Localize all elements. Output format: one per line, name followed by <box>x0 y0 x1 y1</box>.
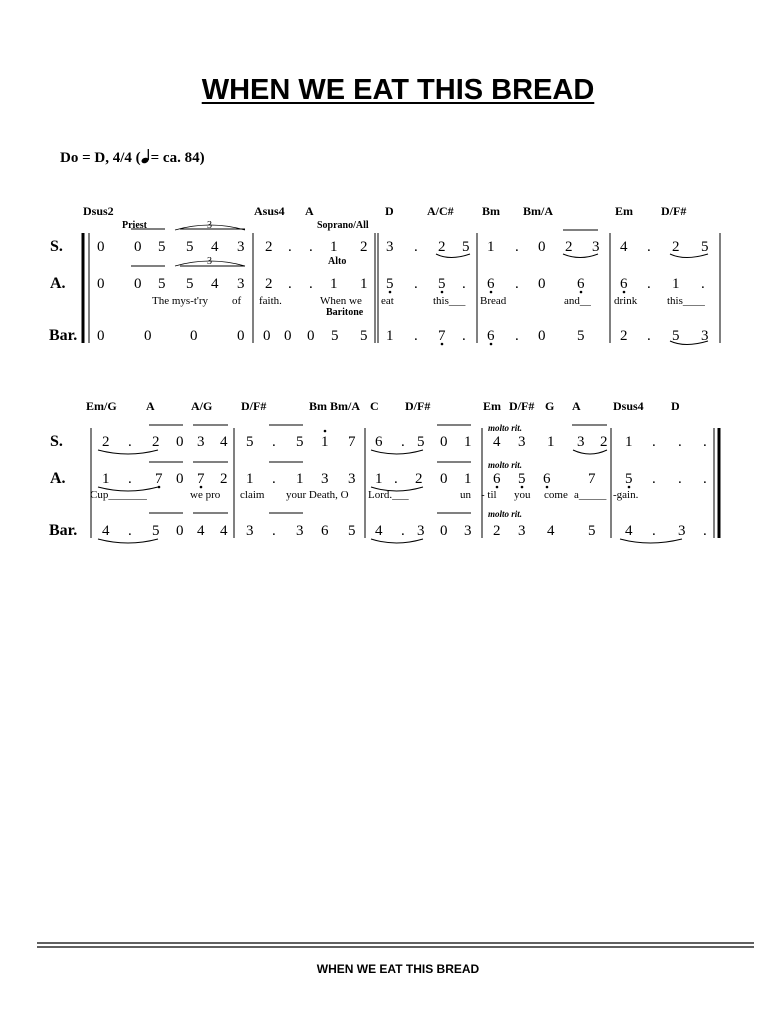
baritone-note: 0 <box>176 523 184 539</box>
system-1-soprano-notes <box>97 239 709 255</box>
alto-note: 2 <box>415 471 423 487</box>
baritone-note: . <box>647 328 651 344</box>
tempo-direction: molto rit. <box>488 423 523 433</box>
baritone-note: 5 <box>672 328 680 344</box>
alto-note: 0 <box>134 276 142 292</box>
soprano-note: . <box>515 239 519 255</box>
baritone-note: 3 <box>678 523 686 539</box>
soprano-note: 5 <box>246 434 254 450</box>
soprano-note: 2 <box>565 239 573 255</box>
system-1-baritone-notes <box>97 328 709 344</box>
chord-symbol: G <box>545 399 555 413</box>
song-title-text: WHEN WE EAT THIS BREAD <box>201 74 595 106</box>
alto-note: . <box>394 471 398 487</box>
baritone-note: 0 <box>144 328 152 344</box>
alto-note: 5 <box>386 276 394 292</box>
alto-note: 1 <box>360 276 368 292</box>
alto-note: 0 <box>97 276 105 292</box>
baritone-note: 2 <box>493 523 501 539</box>
chord-symbol: Bm <box>482 204 500 218</box>
part-label: Priest <box>122 220 147 231</box>
part-label-soprano: S. <box>50 238 63 255</box>
chord-symbol: A <box>305 204 314 218</box>
baritone-note: 0 <box>190 328 198 344</box>
soprano-note: 5 <box>701 239 709 255</box>
baritone-note: 5 <box>360 328 368 344</box>
alto-note: . <box>288 276 292 292</box>
soprano-note: 5 <box>158 239 166 255</box>
baritone-note: 0 <box>284 328 292 344</box>
baritone-note: 6 <box>487 328 495 344</box>
lyric: and__ <box>564 295 591 307</box>
alto-note: 7 <box>155 471 163 487</box>
alto-note: 1 <box>672 276 680 292</box>
alto-note: 5 <box>158 276 166 292</box>
alto-note: 4 <box>211 276 219 292</box>
soprano-note: . <box>128 434 132 450</box>
soprano-note: . <box>703 434 707 450</box>
lyric: of <box>232 295 242 307</box>
footer-title: WHEN WE EAT THIS BREAD <box>316 962 480 976</box>
system-2-lyrics <box>90 489 639 501</box>
chord-symbol: D/F# <box>509 399 535 413</box>
alto-note: 2 <box>265 276 273 292</box>
baritone-note: 6 <box>321 523 329 539</box>
alto-note: . <box>414 276 418 292</box>
baritone-note: . <box>703 523 707 539</box>
lyric: this____ <box>667 295 705 307</box>
alto-note: 6 <box>493 471 501 487</box>
chord-symbol: Bm/A <box>523 204 553 218</box>
alto-note: 6 <box>543 471 551 487</box>
tempo-direction: molto rit. <box>488 460 523 470</box>
soprano-note: . <box>309 239 313 255</box>
baritone-note: 5 <box>577 328 585 344</box>
soprano-note: 1 <box>321 434 329 450</box>
alto-note: . <box>309 276 313 292</box>
soprano-note: 4 <box>211 239 219 255</box>
lyric: Cup_______ <box>90 489 147 501</box>
lyric: Lord.___ <box>368 489 409 501</box>
chord-symbol: A <box>572 399 581 413</box>
lyric: The mys-t'ry <box>152 295 209 307</box>
alto-note: 0 <box>440 471 448 487</box>
baritone-note: 0 <box>440 523 448 539</box>
part-label: Baritone <box>326 307 364 318</box>
soprano-note: 0 <box>176 434 184 450</box>
system-1-lyrics <box>152 295 705 307</box>
soprano-note: 2 <box>600 434 608 450</box>
chord-symbol: Bm Bm/A <box>309 399 360 413</box>
baritone-note: . <box>414 328 418 344</box>
baritone-note: . <box>462 328 466 344</box>
alto-note: 3 <box>321 471 329 487</box>
alto-note: . <box>678 471 682 487</box>
soprano-note: 1 <box>487 239 495 255</box>
baritone-note: . <box>128 523 132 539</box>
soprano-note: 2 <box>102 434 110 450</box>
alto-note: 1 <box>464 471 472 487</box>
soprano-note: 3 <box>197 434 205 450</box>
alto-note: . <box>701 276 705 292</box>
soprano-note: 0 <box>440 434 448 450</box>
baritone-note: 3 <box>701 328 709 344</box>
soprano-note: 1 <box>625 434 633 450</box>
soprano-note: 4 <box>220 434 228 450</box>
chord-symbol: D <box>385 204 394 218</box>
system-2-chords <box>86 399 680 413</box>
soprano-note: 1 <box>330 239 338 255</box>
soprano-note: . <box>414 239 418 255</box>
baritone-note: 3 <box>246 523 254 539</box>
soprano-note: 0 <box>538 239 546 255</box>
lyric: we pro <box>190 489 221 501</box>
alto-note: 0 <box>538 276 546 292</box>
system-2-alto-notes <box>102 471 707 487</box>
soprano-note: 5 <box>186 239 194 255</box>
soprano-note: . <box>401 434 405 450</box>
score-system-2 <box>0 390 768 550</box>
chord-symbol: D/F# <box>241 399 267 413</box>
baritone-note: . <box>515 328 519 344</box>
baritone-note: 0 <box>307 328 315 344</box>
alto-note: 2 <box>220 471 228 487</box>
alto-note: 5 <box>186 276 194 292</box>
lyric: you <box>514 489 531 501</box>
alto-note: . <box>515 276 519 292</box>
system-2-baritone-notes <box>102 523 707 539</box>
part-label-alto: A. <box>50 275 66 292</box>
tempo-speed: = ca. 84) <box>150 150 205 166</box>
tempo-direction: molto rit. <box>488 509 523 519</box>
alto-note: 6 <box>487 276 495 292</box>
soprano-note: 0 <box>134 239 142 255</box>
baritone-note: 0 <box>237 328 245 344</box>
soprano-note: . <box>678 434 682 450</box>
lyric: this___ <box>433 295 466 307</box>
alto-note: 0 <box>176 471 184 487</box>
lyric: When we <box>320 295 362 307</box>
soprano-note: . <box>647 239 651 255</box>
alto-note: 7 <box>588 471 596 487</box>
alto-note: 3 <box>237 276 245 292</box>
soprano-note: 3 <box>577 434 585 450</box>
soprano-note: 4 <box>493 434 501 450</box>
alto-note: 6 <box>620 276 628 292</box>
soprano-note: 5 <box>296 434 304 450</box>
baritone-note: 1 <box>386 328 394 344</box>
alto-note: . <box>128 471 132 487</box>
lyric: Bread <box>480 295 507 307</box>
tempo-key-meter: Do = D, 4/4 ( <box>60 150 141 166</box>
alto-note: 7 <box>197 471 205 487</box>
soprano-note: 4 <box>620 239 628 255</box>
lyric: a_____ <box>574 489 607 501</box>
soprano-note: 2 <box>672 239 680 255</box>
baritone-note: 3 <box>296 523 304 539</box>
chord-symbol: Dsus2 <box>83 204 114 218</box>
triplet-number: 3 <box>207 256 212 267</box>
baritone-note: 4 <box>197 523 205 539</box>
baritone-note: 4 <box>625 523 633 539</box>
soprano-note: 7 <box>348 434 356 450</box>
baritone-note: 0 <box>263 328 271 344</box>
lyric: claim <box>240 489 265 501</box>
chord-symbol: D/F# <box>405 399 431 413</box>
lyric: faith. <box>259 295 282 307</box>
baritone-note: 5 <box>152 523 160 539</box>
part-label-baritone: Bar. <box>49 327 78 344</box>
chord-symbol: D/F# <box>661 204 687 218</box>
soprano-note: 3 <box>518 434 526 450</box>
system-1-chords <box>83 204 686 218</box>
soprano-note: 2 <box>360 239 368 255</box>
chord-symbol: Em <box>615 204 633 218</box>
baritone-note: 4 <box>547 523 555 539</box>
soprano-note: 1 <box>464 434 472 450</box>
alto-note: 5 <box>625 471 633 487</box>
alto-note: . <box>652 471 656 487</box>
baritone-note: . <box>652 523 656 539</box>
lyric: eat <box>381 295 394 307</box>
system-2-soprano-notes <box>102 434 707 450</box>
lyric: un <box>460 489 471 501</box>
alto-note: 3 <box>348 471 356 487</box>
alto-note: 5 <box>518 471 526 487</box>
triplet-number: 3 <box>207 220 212 231</box>
chord-symbol: Dsus4 <box>613 399 644 413</box>
lyric: -gain. <box>613 489 639 501</box>
soprano-note: . <box>652 434 656 450</box>
baritone-note: 4 <box>375 523 383 539</box>
chord-symbol: Em/G <box>86 399 117 413</box>
lyric: - til <box>481 489 497 501</box>
soprano-note: 6 <box>375 434 383 450</box>
baritone-note: 0 <box>538 328 546 344</box>
baritone-note: 0 <box>97 328 105 344</box>
baritone-note: 3 <box>518 523 526 539</box>
part-label: Alto <box>328 256 347 267</box>
part-label: Soprano/All <box>317 220 369 231</box>
alto-note: . <box>462 276 466 292</box>
alto-note: 1 <box>330 276 338 292</box>
alto-note: 5 <box>438 276 446 292</box>
lyric: come <box>544 489 568 501</box>
lyric: drink <box>614 295 638 307</box>
soprano-note: 2 <box>152 434 160 450</box>
soprano-note: 3 <box>237 239 245 255</box>
score-system-1 <box>0 195 768 355</box>
alto-note: 6 <box>577 276 585 292</box>
soprano-note: . <box>288 239 292 255</box>
alto-note: . <box>647 276 651 292</box>
baritone-note: . <box>401 523 405 539</box>
soprano-note: 2 <box>438 239 446 255</box>
baritone-note: . <box>272 523 276 539</box>
soprano-note: 0 <box>97 239 105 255</box>
baritone-note: 5 <box>348 523 356 539</box>
chord-symbol: A/C# <box>427 204 454 218</box>
soprano-note: 2 <box>265 239 273 255</box>
baritone-note: 7 <box>438 328 446 344</box>
part-label-baritone-2: Bar. <box>49 522 78 539</box>
baritone-note: 3 <box>464 523 472 539</box>
alto-note: 1 <box>375 471 383 487</box>
soprano-note: . <box>272 434 276 450</box>
system-1-alto-notes <box>97 276 705 292</box>
lyric: your Death, O <box>286 489 349 501</box>
chord-symbol: A <box>146 399 155 413</box>
chord-symbol: D <box>671 399 680 413</box>
chord-symbol: Em <box>483 399 501 413</box>
alto-note: 1 <box>296 471 304 487</box>
part-label-alto-2: A. <box>50 470 66 487</box>
baritone-note: 3 <box>417 523 425 539</box>
part-label-soprano-2: S. <box>50 433 63 450</box>
baritone-note: 5 <box>588 523 596 539</box>
alto-note: 1 <box>246 471 254 487</box>
alto-note: . <box>272 471 276 487</box>
chord-symbol: Asus4 <box>254 204 285 218</box>
baritone-note: 4 <box>102 523 110 539</box>
song-title <box>0 74 768 107</box>
chord-symbol: C <box>370 399 379 413</box>
footer-rule <box>0 940 768 950</box>
soprano-note: 1 <box>547 434 555 450</box>
soprano-note: 5 <box>462 239 470 255</box>
chord-symbol: A/G <box>191 399 213 413</box>
quarter-note-icon <box>141 148 151 164</box>
baritone-note: 5 <box>331 328 339 344</box>
tempo-marking <box>60 148 205 167</box>
soprano-note: 3 <box>592 239 600 255</box>
soprano-note: 3 <box>386 239 394 255</box>
baritone-note: 2 <box>620 328 628 344</box>
alto-note: 1 <box>102 471 110 487</box>
alto-note: . <box>703 471 707 487</box>
baritone-note: 4 <box>220 523 228 539</box>
soprano-note: 5 <box>417 434 425 450</box>
